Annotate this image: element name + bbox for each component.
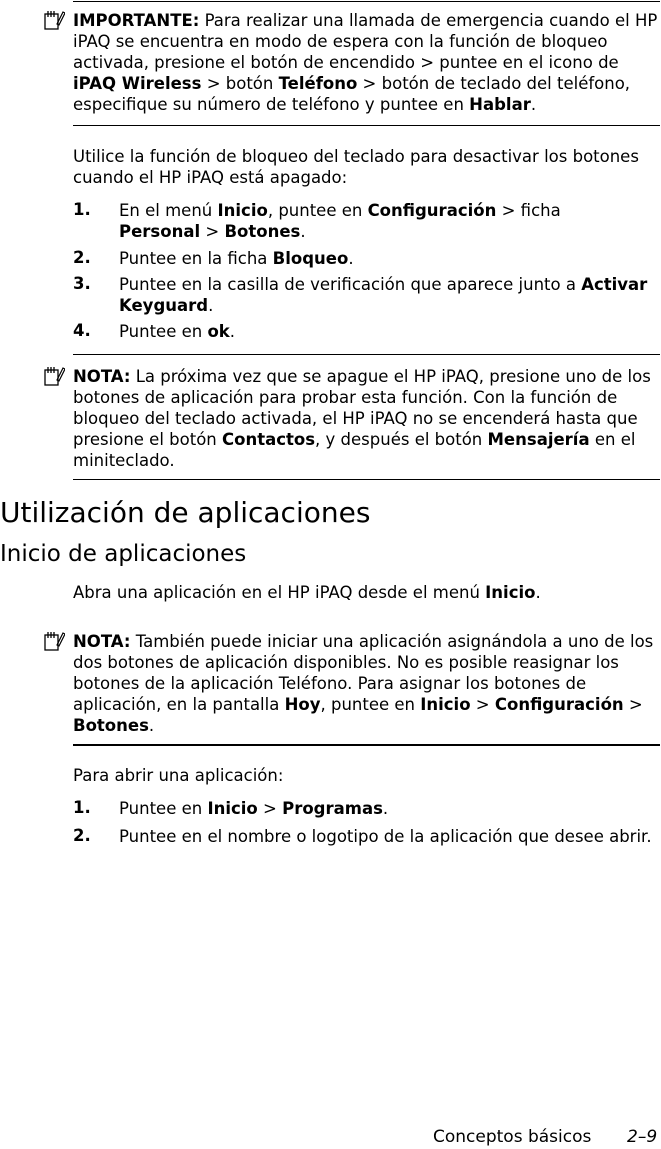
note2-label: NOTA: [73,632,131,651]
note1-label: NOTA: [73,367,131,386]
step-number: 1. [73,200,91,219]
footer-section-title: Conceptos básicos [433,1127,592,1147]
top-rule [73,1,660,2]
step-text: Puntee en la casilla de verificación que aparece junto a Activar Keyguard. [119,275,648,315]
note1-bottom-rule [73,479,660,480]
page-number: 2–9 [627,1127,658,1147]
step-number: 2. [73,826,91,845]
step-text: Puntee en ok. [119,322,236,341]
note-icon [43,365,65,387]
important-note-icon [43,9,65,31]
step-number: 1. [73,798,91,817]
step-text: En el menú Inicio, puntee en Configuración > ficha Personal > Botones. [119,201,561,241]
section-heading: Utilización de aplicaciones [0,496,371,529]
important-rule [73,125,660,126]
note-icon [43,630,65,652]
step-text: Puntee en Inicio > Programas. [119,799,389,818]
important-label: IMPORTANTE: [73,11,200,30]
note2-rule [73,744,660,746]
note2-paragraph: NOTA: También puede iniciar una aplicación asignándola a uno de los dos botones de aplicación disponibles. No es posible reasignar los botones de la aplicación Teléfono. Para asignar los botones de aplicación, en la pantalla Hoy, puntee en Inicio > Configuración > Botones. [73,632,654,735]
note1-top-rule [73,354,660,355]
subsection-heading: Inicio de aplicaciones [0,541,247,567]
intro2-paragraph: Abra una aplicación en el HP iPAQ desde el menú Inicio. [73,583,541,602]
step-number: 4. [73,321,91,340]
note1-paragraph: NOTA: La próxima vez que se apague el HP iPAQ, presione uno de los botones de aplicación para probar esta función. Con la función de bloqueo del teclado activada, el HP iPAQ no se encenderá hasta que presione el botón Contactos, y después el botón Mensajería en el miniteclado. [73,367,651,470]
step-number: 2. [73,248,91,267]
step-number: 3. [73,274,91,293]
important-paragraph: IMPORTANTE: Para realizar una llamada de emergencia cuando el HP iPAQ se encuentra en modo de espera con la función de bloqueo activada, presione el botón de encendido > puntee en el icono de iPAQ Wireless > botón Teléfono > botón de teclado del teléfono, especifique su número de teléfono y puntee en Hablar. [73,11,658,114]
intro3-paragraph: Para abrir una aplicación: [73,766,284,785]
step-text: Puntee en el nombre o logotipo de la aplicación que desee abrir. [119,827,652,846]
step-text: Puntee en la ficha Bloqueo. [119,249,354,268]
intro-paragraph: Utilice la función de bloqueo del teclado para desactivar los botones cuando el HP iPAQ está apagado: [73,147,639,187]
